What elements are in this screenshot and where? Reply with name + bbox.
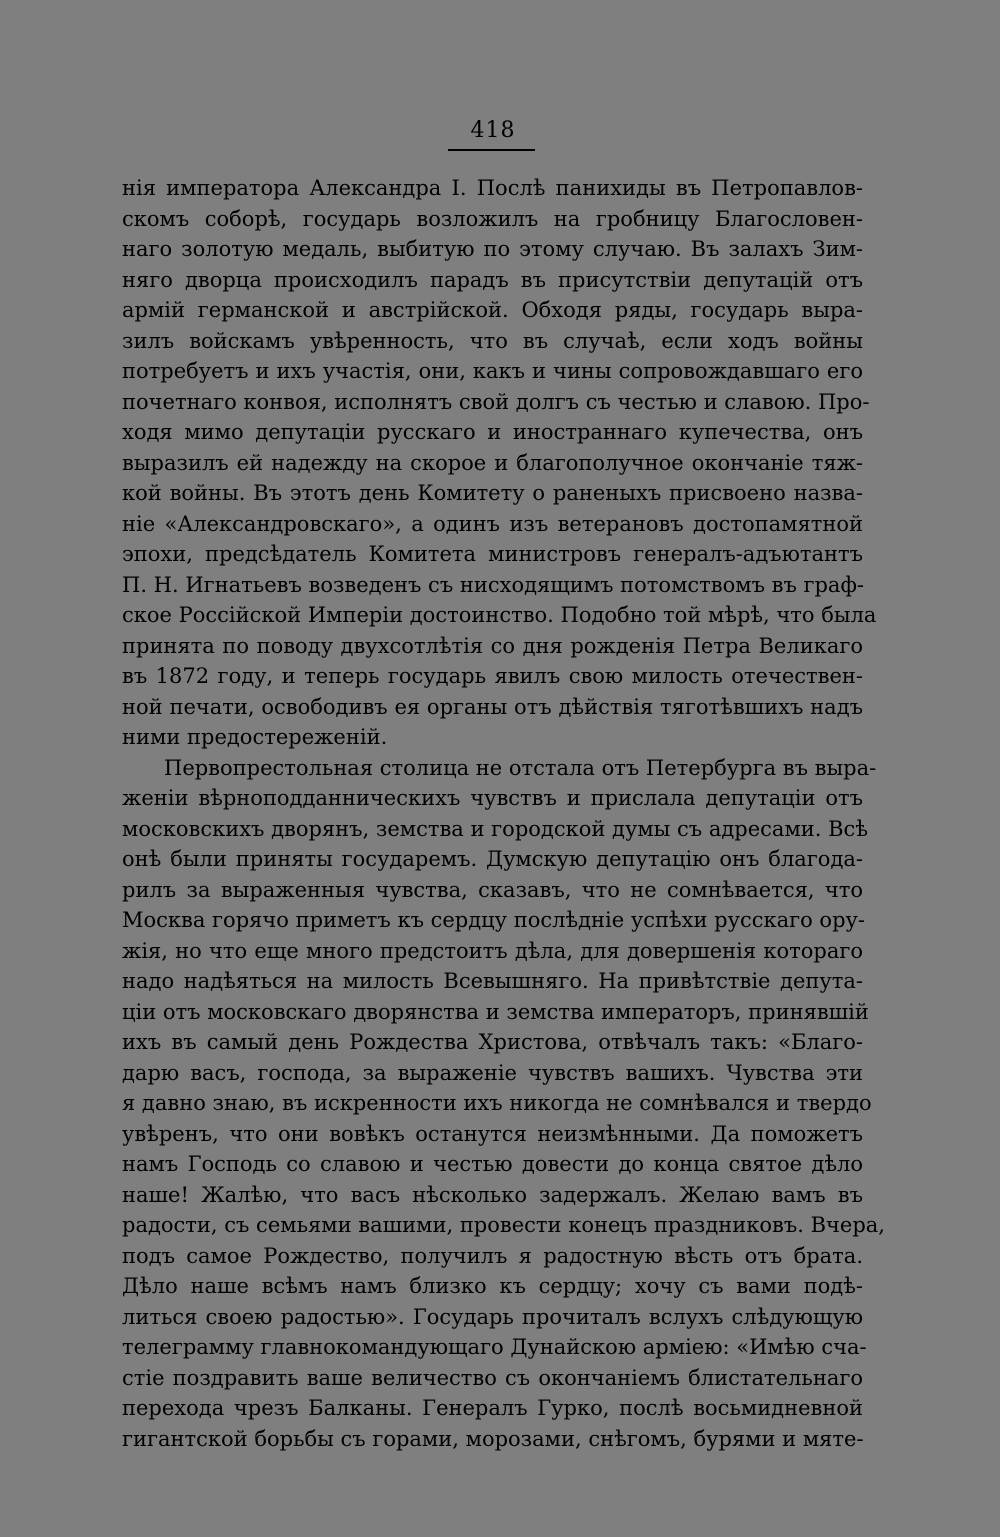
paragraph — [122, 173, 877, 753]
text-line: выразилъ ей надежду на скорое и благополучное окончаніе тяж- — [122, 450, 863, 475]
text-line: онѣ были приняты государемъ. Думскую депутацію онъ благода- — [122, 847, 863, 871]
text-line: телеграмму главнокомандующаго Дунайскою арміею: «Имѣю сча- — [122, 1335, 867, 1359]
text-line: ніе «Александровскаго», а одинъ изъ ветерановъ достопамятной — [122, 511, 863, 536]
text-line: няго дворца происходилъ парадъ въ присутствіи депутацій отъ — [122, 267, 863, 292]
text-line: литься своею радостью». Государь прочиталъ вслухъ слѣдующую — [122, 1304, 863, 1329]
text-line: наше! Жалѣю, что васъ нѣсколько задержалъ. Желаю вамъ въ — [122, 1182, 863, 1207]
text-line: почетнаго конвоя, исполнятъ свой долгъ съ честью и славою. Про- — [122, 389, 870, 414]
text-line: ходя мимо депутаціи русскаго и иностраннаго купечества, онъ — [122, 420, 863, 444]
text-line: стіе поздравить ваше величество съ окончаніемъ блистательнаго — [122, 1365, 863, 1390]
text-line: я давно знаю, въ искренности ихъ никогда не сомнѣвался и твердо — [122, 1091, 872, 1115]
text-line: московскихъ дворянъ, земства и городской думы съ адресами. Всѣ — [122, 816, 868, 841]
text-line: намъ Господь со славою и честью довести до конца святое дѣло — [122, 1152, 863, 1176]
text-line: подъ самое Рождество, получилъ я радостную вѣсть отъ брата. — [122, 1243, 863, 1268]
text-line: женіи вѣрноподданническихъ чувствъ и прислала депутаціи отъ — [122, 786, 863, 810]
text-line: надо надѣяться на милость Всевышняго. На привѣтствіе депута- — [122, 969, 863, 993]
text-line: гигантской борьбы съ горами, морозами, снѣгомъ, бурями и мяте- — [122, 1426, 864, 1451]
text-line: П. Н. Игнатьевъ возведенъ съ нисходящимъ потомствомъ въ граф- — [122, 572, 864, 597]
body-text — [122, 173, 885, 1454]
text-line: Москва горячо приметъ къ сердцу послѣдніе успѣхи русскаго ору- — [122, 908, 865, 932]
text-line: Дѣло наше всѣмъ намъ близко къ сердцу; хочу съ вами подѣ- — [122, 1274, 863, 1298]
paragraph — [122, 753, 885, 1455]
text-line: эпохи, предсѣдатель Комитета министровъ генералъ-адъютантъ — [122, 542, 863, 566]
text-line: Первопрестольная столица не отстала отъ Петербурга въ выра- — [164, 755, 877, 780]
text-line: ихъ въ самый день Рождества Христова, отвѣчалъ такъ: «Благо- — [122, 1030, 863, 1054]
text-line: ними предостереженій. — [122, 725, 388, 749]
text-line: нія императора Александра I. Послѣ панихиды въ Петропавлов- — [122, 176, 863, 200]
text-line: ціи отъ московскаго дворянства и земства императоръ, принявшій — [122, 999, 869, 1024]
text-line: дарю васъ, господа, за выраженіе чувствъ вашихъ. Чувства эти — [122, 1060, 863, 1085]
text-line: рилъ за выраженныя чувства, сказавъ, что не сомнѣвается, что — [122, 877, 863, 902]
page-number: 418 — [470, 118, 516, 143]
text-line: въ 1872 году, и теперь государь явилъ свою милость отечествен- — [122, 664, 863, 688]
text-line: жія, но что еще много предстоитъ дѣла, для довершенія котораго — [122, 938, 863, 963]
text-line: наго золотую медаль, выбитую по этому случаю. Въ залахъ Зим- — [122, 237, 863, 261]
text-line: скомъ соборѣ, государь возложилъ на гробницу Благословен- — [122, 206, 863, 231]
text-line: принята по поводу двухсотлѣтія со дня рожденія Петра Великаго — [122, 633, 863, 658]
text-line: кой войны. Въ этотъ день Комитету о раненыхъ присвоено назва- — [122, 481, 863, 505]
text-line: ной печати, освободивъ ея органы отъ дѣйствія тяготѣвшихъ надъ — [122, 694, 863, 719]
text-line: потребуетъ и ихъ участія, они, какъ и чины сопровождавшаго его — [122, 359, 863, 383]
text-line: армій германской и австрійской. Обходя ряды, государь выра- — [122, 298, 863, 322]
text-line: зилъ войскамъ увѣренность, что въ случаѣ, если ходъ войны — [122, 328, 863, 353]
text-line: увѣренъ, что они вовѣкъ останутся неизмѣнными. Да поможетъ — [122, 1121, 863, 1146]
text-line: радости, съ семьями вашими, провести конецъ праздниковъ. Вчера, — [122, 1213, 885, 1237]
text-line: перехода чрезъ Балканы. Генералъ Гурко, послѣ восьмидневной — [122, 1396, 863, 1420]
page-number-rule — [448, 149, 535, 151]
text-line: ское Россійской Имперіи достоинство. Подобно той мѣрѣ, что была — [122, 603, 877, 627]
